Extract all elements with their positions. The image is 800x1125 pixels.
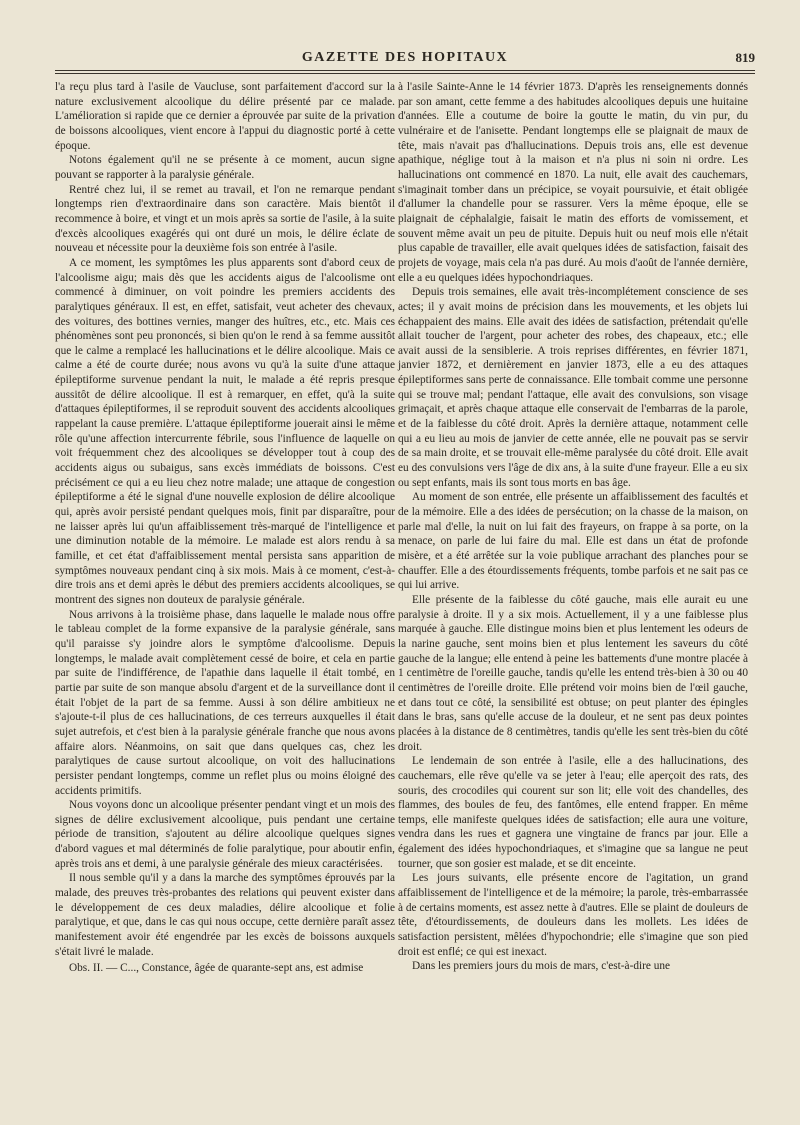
- paragraph: l'a reçu plus tard à l'asile de Vaucluse, sont parfaitement d'accord sur la nature exclusivement alcoolique du délire présenté par ce malade. L'amélioration si rapide que ce dernier a éprouvée par suite de la privation de boissons alcooliques, vient encore à l'appui du diagnostic porté à cette époque.: [55, 81, 395, 152]
- paragraph: à l'asile Sainte-Anne le 14 février 1873. D'après les renseignements donnés par son amant, cette femme a des habitudes alcooliques depuis une huitaine d'années. Elle a coutume de boire la goutte le matin, du vin pur, du vulnéraire et de l'anisette. Pendant longtemps elle se plaignait de maux de tête, mais n'avait pas d'hallucinations. Depuis trois ans, elle est devenue apathique, néglige tout à la maison et n'a plus ni soin ni ordre. Les hallucinations ont commencé en 1870. La nuit, elle avait des cauchemars, s'imaginait tomber dans un précipice, se voyait poursuivie, et était obligée d'allumer la chandelle pour se rassurer. Vers la même époque, elle se plaignait de céphalalgie, faisait le matin des efforts de vomissement, et souvent même avait un peu de pituite. Depuis huit ou neuf mois elle n'était plus capable de travailler, elle avait quelques idées de satisfaction, faisait des projets de voyage, mais cela n'a pas duré. Au mois d'août de l'année dernière, elle a eu quelques idées hypochondriaques.: [398, 81, 748, 284]
- paragraph: Dans les premiers jours du mois de mars, c'est-à-dire une: [412, 960, 671, 973]
- paragraph: Notons également qu'il ne se présente à ce moment, aucun signe pouvant se rapporter à la paralysie générale.: [55, 154, 395, 181]
- left-column: [55, 80, 395, 976]
- right-column: [398, 80, 748, 974]
- page-header: [55, 50, 755, 68]
- header-rule-double: [55, 73, 755, 74]
- header-rule: [55, 70, 755, 71]
- paragraph: Depuis trois semaines, elle avait très-incomplétement conscience de ses actes; il y avait moins de précision dans les mouvements, et les objets lui échappaient des mains. Elle avait des idées de satisfaction, prétendait qu'elle allait toucher de l'argent, pour acheter des robes, des chapeaux, etc.; elle avait aussi de la sensiblerie. A trois reprises différentes, en février 1871, janvier 1872, et dernièrement en janvier 1873, elle a eu des attaques épileptiformes sans perte de connaissance. Elle tombait comme une personne qui se trouve mal; pendant l'attaque, elle avait des convulsions, son visage grimaçait, et après chaque attaque elle conservait de l'embarras de la parole, et de la faiblesse du côté droit. Après la dernière attaque, notamment celle qui a eu lieu au mois de janvier de cette année, elle ne pouvait pas se servir de sa main droite, et se trouvait elle-même paralysée du côté droit. Elle avait eu des convulsions vers l'âge de dix ans, à la suite d'une frayeur. Elle a eu six ou sept enfants, mais ils sont tous morts en bas âge.: [398, 286, 748, 489]
- paragraph: Obs. II. — C..., Constance, âgée de quarante-sept ans, est admise: [69, 962, 364, 975]
- paragraph: Au moment de son entrée, elle présente un affaiblissement des facultés et de la mémoire. Elle a des idées de persécution; on la chasse de la maison, on parle mal d'elle, la nuit on lui fait des frayeurs, on frappe à sa porte, on la menace, on parle de lui faire du mal. Elle est dans un état de profonde misère, et a été arrêtée sur la voie publique arrachant des planches pour se chauffer. Elle a des étourdissements fréquents, tombe parfois et ne sait pas ce qui lui arrive.: [398, 491, 748, 592]
- paragraph: Rentré chez lui, il se remet au travail, et l'on ne remarque pendant longtemps rien d'extraordinaire dans son caractère. Mais bientôt il recommence à boire, et vingt et un mois après sa sortie de l'asile, à la suite d'excès alcooliques exagérés qui ont duré un mois, le délire éclate de nouveau et nécessite pour la deuxième fois son entrée à l'asile.: [55, 183, 395, 255]
- paragraph: Nous arrivons à la troisième phase, dans laquelle le malade nous offre le tableau complet de la forme expansive de la paralysie générale, sans qu'il paraisse s'y joindre alors le symptôme d'alcoolisme. Depuis longtemps, le malade avait complètement cessé de boire, et cela en partie par suite de l'indifférence, de l'apathie dans laquelle il était tombé, en partie par suite de son manque absolu d'argent et de la surveillance dont il était l'objet de la part de sa femme. Aussi à son délire ambitieux ne s'ajoute-t-il plus de ces hallucinations, de ces terreurs auxquelles il était sujet autrefois, et c'est bien à la paralysie générale franche que nous avons affaire alors. Néanmoins, on sait que dans quelques cas, chez les paralytiques de cause surtout alcoolique, on voit des hallucinations persister pendant longtemps, comme un reflet plus ou moins éloigné des accidents primitifs.: [55, 608, 395, 797]
- paragraph: Le lendemain de son entrée à l'asile, elle a des hallucinations, des cauchemars, elle rêve qu'elle va se jeter à l'eau; elle aperçoit des rats, des souris, des crocodiles qui courent sur son lit; elle voit des chandelles, des flammes, des boules de feu, des fantômes, elle entend frapper. En même temps, elle manifeste quelques idées de satisfaction; elle aura une voiture, vendra dans les rues et gagnera une vingtaine de francs par jour. Elle a également des idées hypochondriaques, et s'imagine que sa langue ne peut tourner, que son gosier est malade, et se dit enceinte.: [398, 755, 748, 870]
- paragraph: A ce moment, les symptômes les plus apparents sont d'abord ceux de l'alcoolisme aigu; mais dès que les accidents aigus de l'alcoolisme ont commencé à diminuer, on voit poindre les premiers accidents des paralytiques généraux. Il est, en effet, satisfait, veut acheter des chevaux, des voitures, des bottines vernies, manger des huîtres, etc., etc. Mais ces phénomènes sont peu prononcés, si bien qu'on le rend à sa femme aussitôt que le calme a remplacé les hallucinations et le délire alcoolique. Mais ce calme a été de courte durée; nous avons vu qu'à la suite d'une attaque épileptiforme survenue pendant la nuit, le malade a été repris presque aussitôt de délire alcoolique. Il est à remarquer, en effet, qu'à la suite d'attaques épileptiformes, il se reproduit souvent des accidents alcooliques rappelant la cause première. L'attaque épileptiforme jouerait ainsi le même rôle qu'une affection intercurrente fébrile, sous l'influence de laquelle on voit fréquemment chez des alcooliques se développer tout à coup des accidents aigus ou subaigus, sans excès immédiats de boissons. C'est précisément ce qui a eu lieu chez notre malade; une attaque de congestion épileptiforme a été le signal d'une nouvelle explosion de délire alcoolique qui, après avoir persisté pendant quelques mois, finit par disparaître, pour ne laisser après lui qu'un affaiblissement très-marqué de l'intelligence et une diminution notable de la mémoire. Le malade est alors rendu à sa famille, et cet état d'affaiblissement mental persista sans apparition de symptômes nouveaux pendant cinq à six mois. Mais à ce moment, c'est-à-dire trois ans et demi après le début des premiers accidents alcooliques, se montrent des signes non douteux de paralysie générale.: [55, 256, 395, 606]
- paragraph: Les jours suivants, elle présente encore de l'agitation, un grand affaiblissement de l'intelligence et de la mémoire; la parole, très-embarrassée à de certains moments, est assez nette à d'autres. Elle se plaint de douleurs de tête, d'étourdissements, de douleurs dans les mollets. Les idées de satisfaction persistent, mêlées d'hypochondrie; elle s'imagine que son pied droit est enflé; ce qui est inexact.: [398, 872, 748, 958]
- paragraph: Elle présente de la faiblesse du côté gauche, mais elle aurait eu une paralysie à droite. Il y a six mois. Actuellement, il y a une faiblesse plus marquée à gauche. Elle distingue moins bien et plus lentement les odeurs de la narine gauche, sent moins bien et plus lentement les saveurs du côté gauche de la langue; elle entend à peine les battements d'une montre placée à 1 centimètre de l'oreille gauche, tandis qu'elle les entend très-bien à 30 ou 40 centimètres de l'oreille droite. Elle prétend voir moins bien de l'œil gauche, et dans tout ce côté, la sensibilité est obtuse; on peut planter des épingles dans le bras, sans qu'elle accuse de la douleur, et ne sent pas deux pointes placées à la distance de 8 centimètres, tandis qu'elle les sent très-bien du côté droit.: [398, 593, 748, 753]
- paragraph: Il nous semble qu'il y a dans la marche des symptômes éprouvés par la malade, des preuves très-probantes des relations qui peuvent exister dans le développement de ces deux maladies, délire alcoolique et folie paralytique, et que, dans le cas qui nous occupe, cette dernière paraît assez manifestement avoir été engendrée par les excès de boissons auxquels s'était livré le malade.: [55, 872, 395, 958]
- page-number: 819: [735, 50, 755, 65]
- running-title: GAZETTE DES HOPITAUX: [301, 50, 509, 65]
- paragraph: Nous voyons donc un alcoolique présenter pendant vingt et un mois des signes de délire exclusivement alcoolique, puis pendant une certaine période de transition, s'ajoutent au délire alcoolique quelques signes d'abord vagues et mal déterminés de folie paralytique, pour aboutir enfin, après trois ans et demi, à une paralysie générale des mieux caractérisées.: [55, 799, 395, 870]
